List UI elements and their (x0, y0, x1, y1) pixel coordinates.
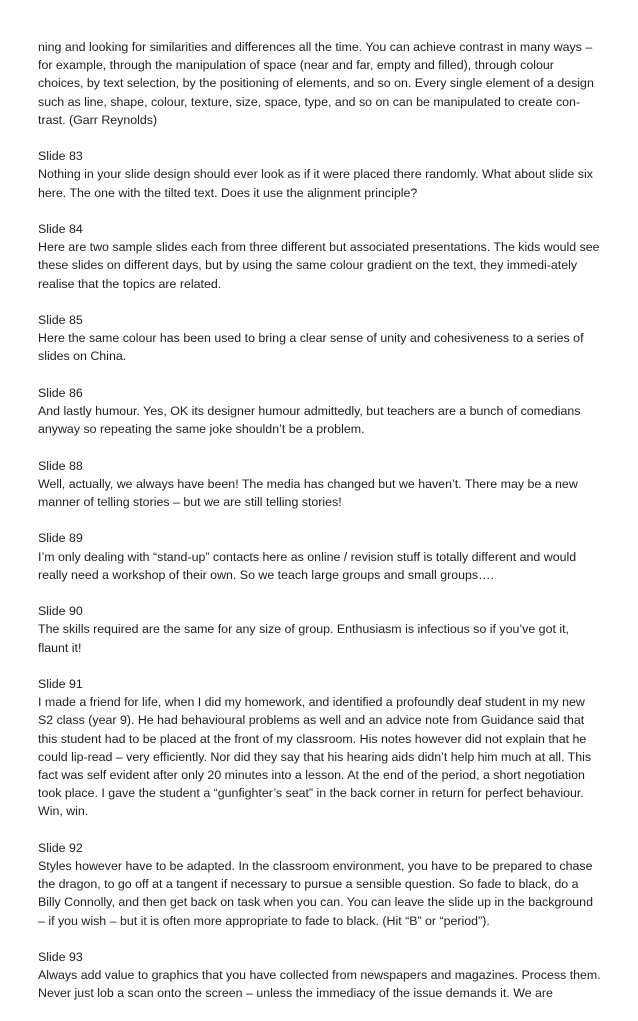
slide-body: Styles however have to be adapted. In the classroom environment, you have to be prepared to chase the dragon, to go off at a tangent if necessary to pursue a sensible question. So fade to black, do a Billy Connolly, and then get back on task when you can. You can leave the slide up in the background – if you wish – but it is often more appropriate to fade to black. (Hit “B” or “period”). (38, 859, 593, 928)
slide-heading: Slide 92 (38, 840, 83, 855)
slide-section (38, 675, 602, 821)
slide-body: I made a friend for life, when I did my homework, and identified a profoundly deaf student in my new S2 class (year 9). He had behavioural problems as well and an advice note from Guidance said that this student had to be placed at the front of my classroom. His notes however did not explain that he could lip-read – very efficiently. Nor did they say that his hearing aids didn’t help him much at all. This fact was self evident after only 20 minutes into a lesson. At the end of the period, a short negotiation took place. I gave the student a “gunfighter’s seat” in the back corner in return for perfect behaviour. Win, win. (38, 695, 592, 819)
slide-heading: Slide 86 (38, 385, 83, 400)
slide-section (38, 384, 602, 439)
slide-body: The skills required are the same for any size of group. Enthusiasm is infectious so if you’ve got it, flaunt it! (38, 622, 569, 655)
intro-paragraph: ning and looking for similarities and differences all the time. You can achieve contrast in many ways – for example, through the manipulation of space (near and far, empty and filled), through colour choices, by text selection, by the positioning of elements, and so on. Every single element of a design such as line, shape, colour, texture, size, space, type, and so on can be manipulated to create con-trast. (Garr Reynolds) (38, 40, 594, 127)
slide-body: I’m only dealing with “stand-up” contacts here as online / revision stuff is totally different and would really need a workshop of their own. So we teach large groups and small groups…. (38, 549, 577, 582)
slide-section (38, 839, 602, 930)
slide-section (38, 602, 602, 657)
slide-section (38, 311, 602, 366)
slide-body: Always add value to graphics that you have collected from newspapers and magazines. Process them. Never just lob a scan onto the screen – unless the immediacy of the issue demands it. We are (38, 968, 601, 1001)
slide-body: Well, actually, we always have been! The media has changed but we haven’t. There may be a new manner of telling stories – but we are still telling stories! (38, 476, 578, 509)
slide-body: Nothing in your slide design should ever look as if it were placed there randomly. What about slide six here. The one with the tilted text. Does it use the alignment principle? (38, 167, 593, 200)
document-page (38, 38, 602, 1021)
slide-heading: Slide 88 (38, 458, 83, 473)
slide-section (38, 529, 602, 584)
slide-body: And lastly humour. Yes, OK its designer humour admittedly, but teachers are a bunch of comedians anyway so repeating the same joke shouldn’t be a problem. (38, 404, 581, 437)
slide-heading: Slide 84 (38, 222, 83, 236)
slide-heading: Slide 89 (38, 531, 83, 546)
slide-section (38, 948, 602, 1003)
slide-heading: Slide 90 (38, 604, 83, 619)
slide-section (38, 147, 602, 202)
slide-heading: Slide 91 (38, 676, 83, 691)
slide-section (38, 220, 602, 293)
slide-section (38, 457, 602, 512)
slide-body: Here the same colour has been used to bring a clear sense of unity and cohesiveness to a series of slides on China. (38, 331, 584, 364)
slide-heading: Slide 93 (38, 950, 83, 964)
slide-heading: Slide 83 (38, 149, 83, 164)
slide-heading: Slide 85 (38, 313, 83, 327)
slide-body: Here are two sample slides each from three different but associated presentations. The kids would see these slides on different days, but by using the same colour gradient on the text, they immedi-ately realise that the topics are related. (38, 240, 600, 291)
